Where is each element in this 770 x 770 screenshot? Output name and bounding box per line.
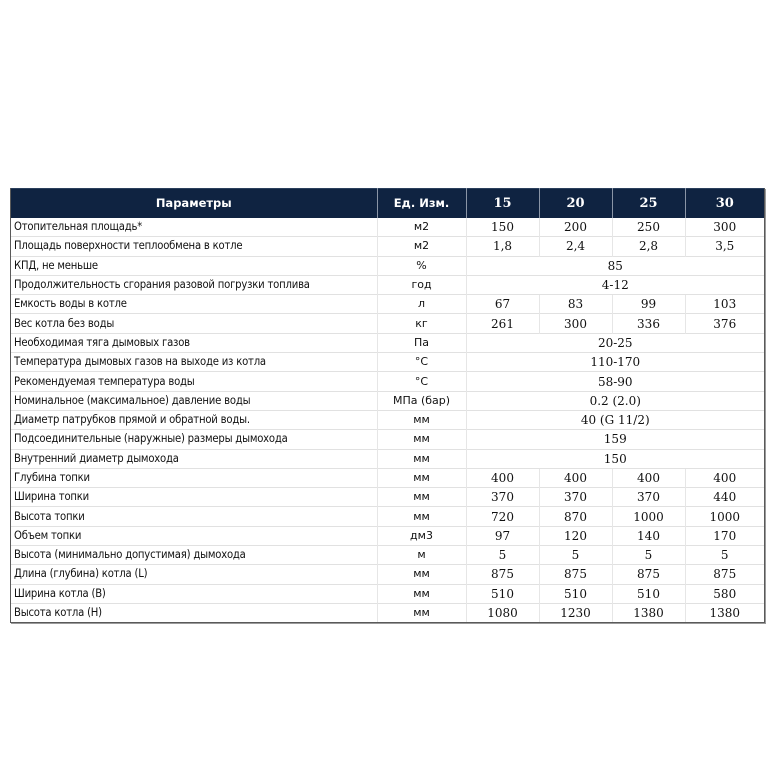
unit-cell: % [377,256,466,275]
value-cell-model-25: 510 [612,584,685,603]
header-unit: Ед. Изм. [377,188,466,218]
unit-cell: л [377,295,466,314]
parameter-cell: Отопительная площадь* [14,220,143,234]
value-cell-model-15: 510 [466,584,539,603]
table-row [11,353,764,372]
merged-value-cell: 85 [466,256,764,275]
parameter-cell: КПД, не меньше [11,256,377,275]
header-parameters: Параметры [11,188,377,218]
value-cell-model-30: 1000 [685,507,764,526]
parameter-cell: Температура дымовых газов на выходе из котла [11,353,377,372]
parameter-cell: Вес котла без воды [11,314,377,333]
table-row [11,410,764,429]
value-cell-model-15: 5 [466,546,539,565]
table-row [11,237,764,256]
unit-cell: кг [377,314,466,333]
value-cell-model-25: 336 [612,314,685,333]
parameter-cell: Объем топки [11,526,377,545]
table-row [11,603,764,622]
value-cell-model-30: 5 [685,546,764,565]
table-row [11,430,764,449]
unit-cell: мм [377,449,466,468]
value-cell-model-30: 875 [685,565,764,584]
table-row [11,275,764,294]
value-cell-model-20: 875 [539,565,612,584]
unit-cell: дм3 [377,526,466,545]
unit-cell: год [377,275,466,294]
value-cell-model-30: 300 [685,218,764,237]
table-row [11,468,764,487]
value-cell-model-30: 400 [685,468,764,487]
value-cell-model-25: 2,8 [612,237,685,256]
unit-cell: Па [377,333,466,352]
value-cell-model-25: 400 [612,468,685,487]
parameter-cell: Глубина топки [11,468,377,487]
table-row [11,333,764,352]
parameter-cell: Высота топки [11,507,377,526]
unit-cell: мм [377,584,466,603]
parameter-cell: Высота котла (H) [11,603,377,622]
merged-value-cell: 0.2 (2.0) [466,391,764,410]
header-model-25: 25 [612,188,685,218]
table-row [11,546,764,565]
parameter-cell: Подсоединительные (наружные) размеры дымохода [11,430,377,449]
value-cell-model-30: 170 [685,526,764,545]
unit-cell: м [377,546,466,565]
merged-value-cell: 110-170 [466,353,764,372]
value-cell-model-20: 870 [539,507,612,526]
value-cell-model-15: 261 [466,314,539,333]
unit-cell: мм [377,468,466,487]
value-cell-model-25: 1380 [612,603,685,622]
merged-value-cell: 58-90 [466,372,764,391]
table-row [11,565,764,584]
value-cell-model-25: 875 [612,565,685,584]
header-model-15: 15 [466,188,539,218]
value-cell-model-30: 103 [685,295,764,314]
table-row [11,526,764,545]
parameter-cell: Необходимая тяга дымовых газов [11,333,377,352]
header-model-30: 30 [685,188,764,218]
unit-cell: мм [377,410,466,429]
parameter-cell: Ширина котла (B) [11,584,377,603]
value-cell-model-25: 99 [612,295,685,314]
table-row [11,391,764,410]
parameter-cell: Площадь поверхности теплообмена в котле [11,237,377,256]
value-cell-model-15: 400 [466,468,539,487]
header-row [11,188,764,218]
parameter-cell: Емкость воды в котле [11,295,377,314]
value-cell-model-30: 376 [685,314,764,333]
unit-cell: °С [377,372,466,391]
parameter-cell: Продолжительность сгорания разовой погрузки топлива [11,275,377,294]
merged-value-cell: 159 [466,430,764,449]
value-cell-model-15: 875 [466,565,539,584]
value-cell-model-15: 150 [466,218,539,237]
table-row [11,218,764,237]
value-cell-model-25: 140 [612,526,685,545]
merged-value-cell: 40 (G 11/2) [466,410,764,429]
parameter-cell: Ширина топки [11,488,377,507]
merged-value-cell: 4-12 [466,275,764,294]
table-row [11,488,764,507]
table-row [11,372,764,391]
parameter-cell: Высота (минимально допустимая) дымохода [11,546,377,565]
value-cell-model-25: 1000 [612,507,685,526]
specifications-table [11,188,764,622]
unit-cell: МПа (бар) [377,391,466,410]
table-row [11,295,764,314]
header-model-20: 20 [539,188,612,218]
value-cell-model-30: 3,5 [685,237,764,256]
parameter-cell: Длина (глубина) котла (L) [11,565,377,584]
value-cell-model-20: 83 [539,295,612,314]
value-cell-model-20: 400 [539,468,612,487]
value-cell-model-20: 300 [539,314,612,333]
parameter-cell: Номинальное (максимальное) давление воды [11,391,377,410]
unit-cell: мм [377,565,466,584]
value-cell-model-20: 2,4 [539,237,612,256]
value-cell-model-15: 720 [466,507,539,526]
value-cell-model-15: 67 [466,295,539,314]
unit-cell: °С [377,353,466,372]
value-cell-model-20: 5 [539,546,612,565]
specifications-table-container [10,188,765,623]
table-row [11,256,764,275]
value-cell-model-15: 1,8 [466,237,539,256]
value-cell-model-20: 510 [539,584,612,603]
table-header [11,188,764,218]
value-cell-model-15: 1080 [466,603,539,622]
unit-cell: м2 [377,237,466,256]
unit-cell: мм [377,507,466,526]
parameter-cell: Рекомендуемая температура воды [11,372,377,391]
unit-cell: мм [377,488,466,507]
table-row [11,314,764,333]
value-cell-model-25: 5 [612,546,685,565]
value-cell-model-25: 370 [612,488,685,507]
value-cell-model-20: 120 [539,526,612,545]
parameter-cell: Диаметр патрубков прямой и обратной воды. [11,410,377,429]
value-cell-model-20: 370 [539,488,612,507]
parameter-cell: Внутренний диаметр дымохода [11,449,377,468]
unit-cell: мм [377,430,466,449]
value-cell-model-20: 200 [539,218,612,237]
merged-value-cell: 20-25 [466,333,764,352]
value-cell-model-15: 97 [466,526,539,545]
value-cell-model-30: 580 [685,584,764,603]
unit-cell: м2 [377,218,466,237]
value-cell-model-30: 1380 [685,603,764,622]
value-cell-model-20: 1230 [539,603,612,622]
table-row [11,584,764,603]
value-cell-model-15: 370 [466,488,539,507]
table-row [11,449,764,468]
value-cell-model-25: 250 [612,218,685,237]
table-row [11,507,764,526]
unit-cell: мм [377,603,466,622]
merged-value-cell: 150 [466,449,764,468]
table-body [11,218,764,622]
value-cell-model-30: 440 [685,488,764,507]
